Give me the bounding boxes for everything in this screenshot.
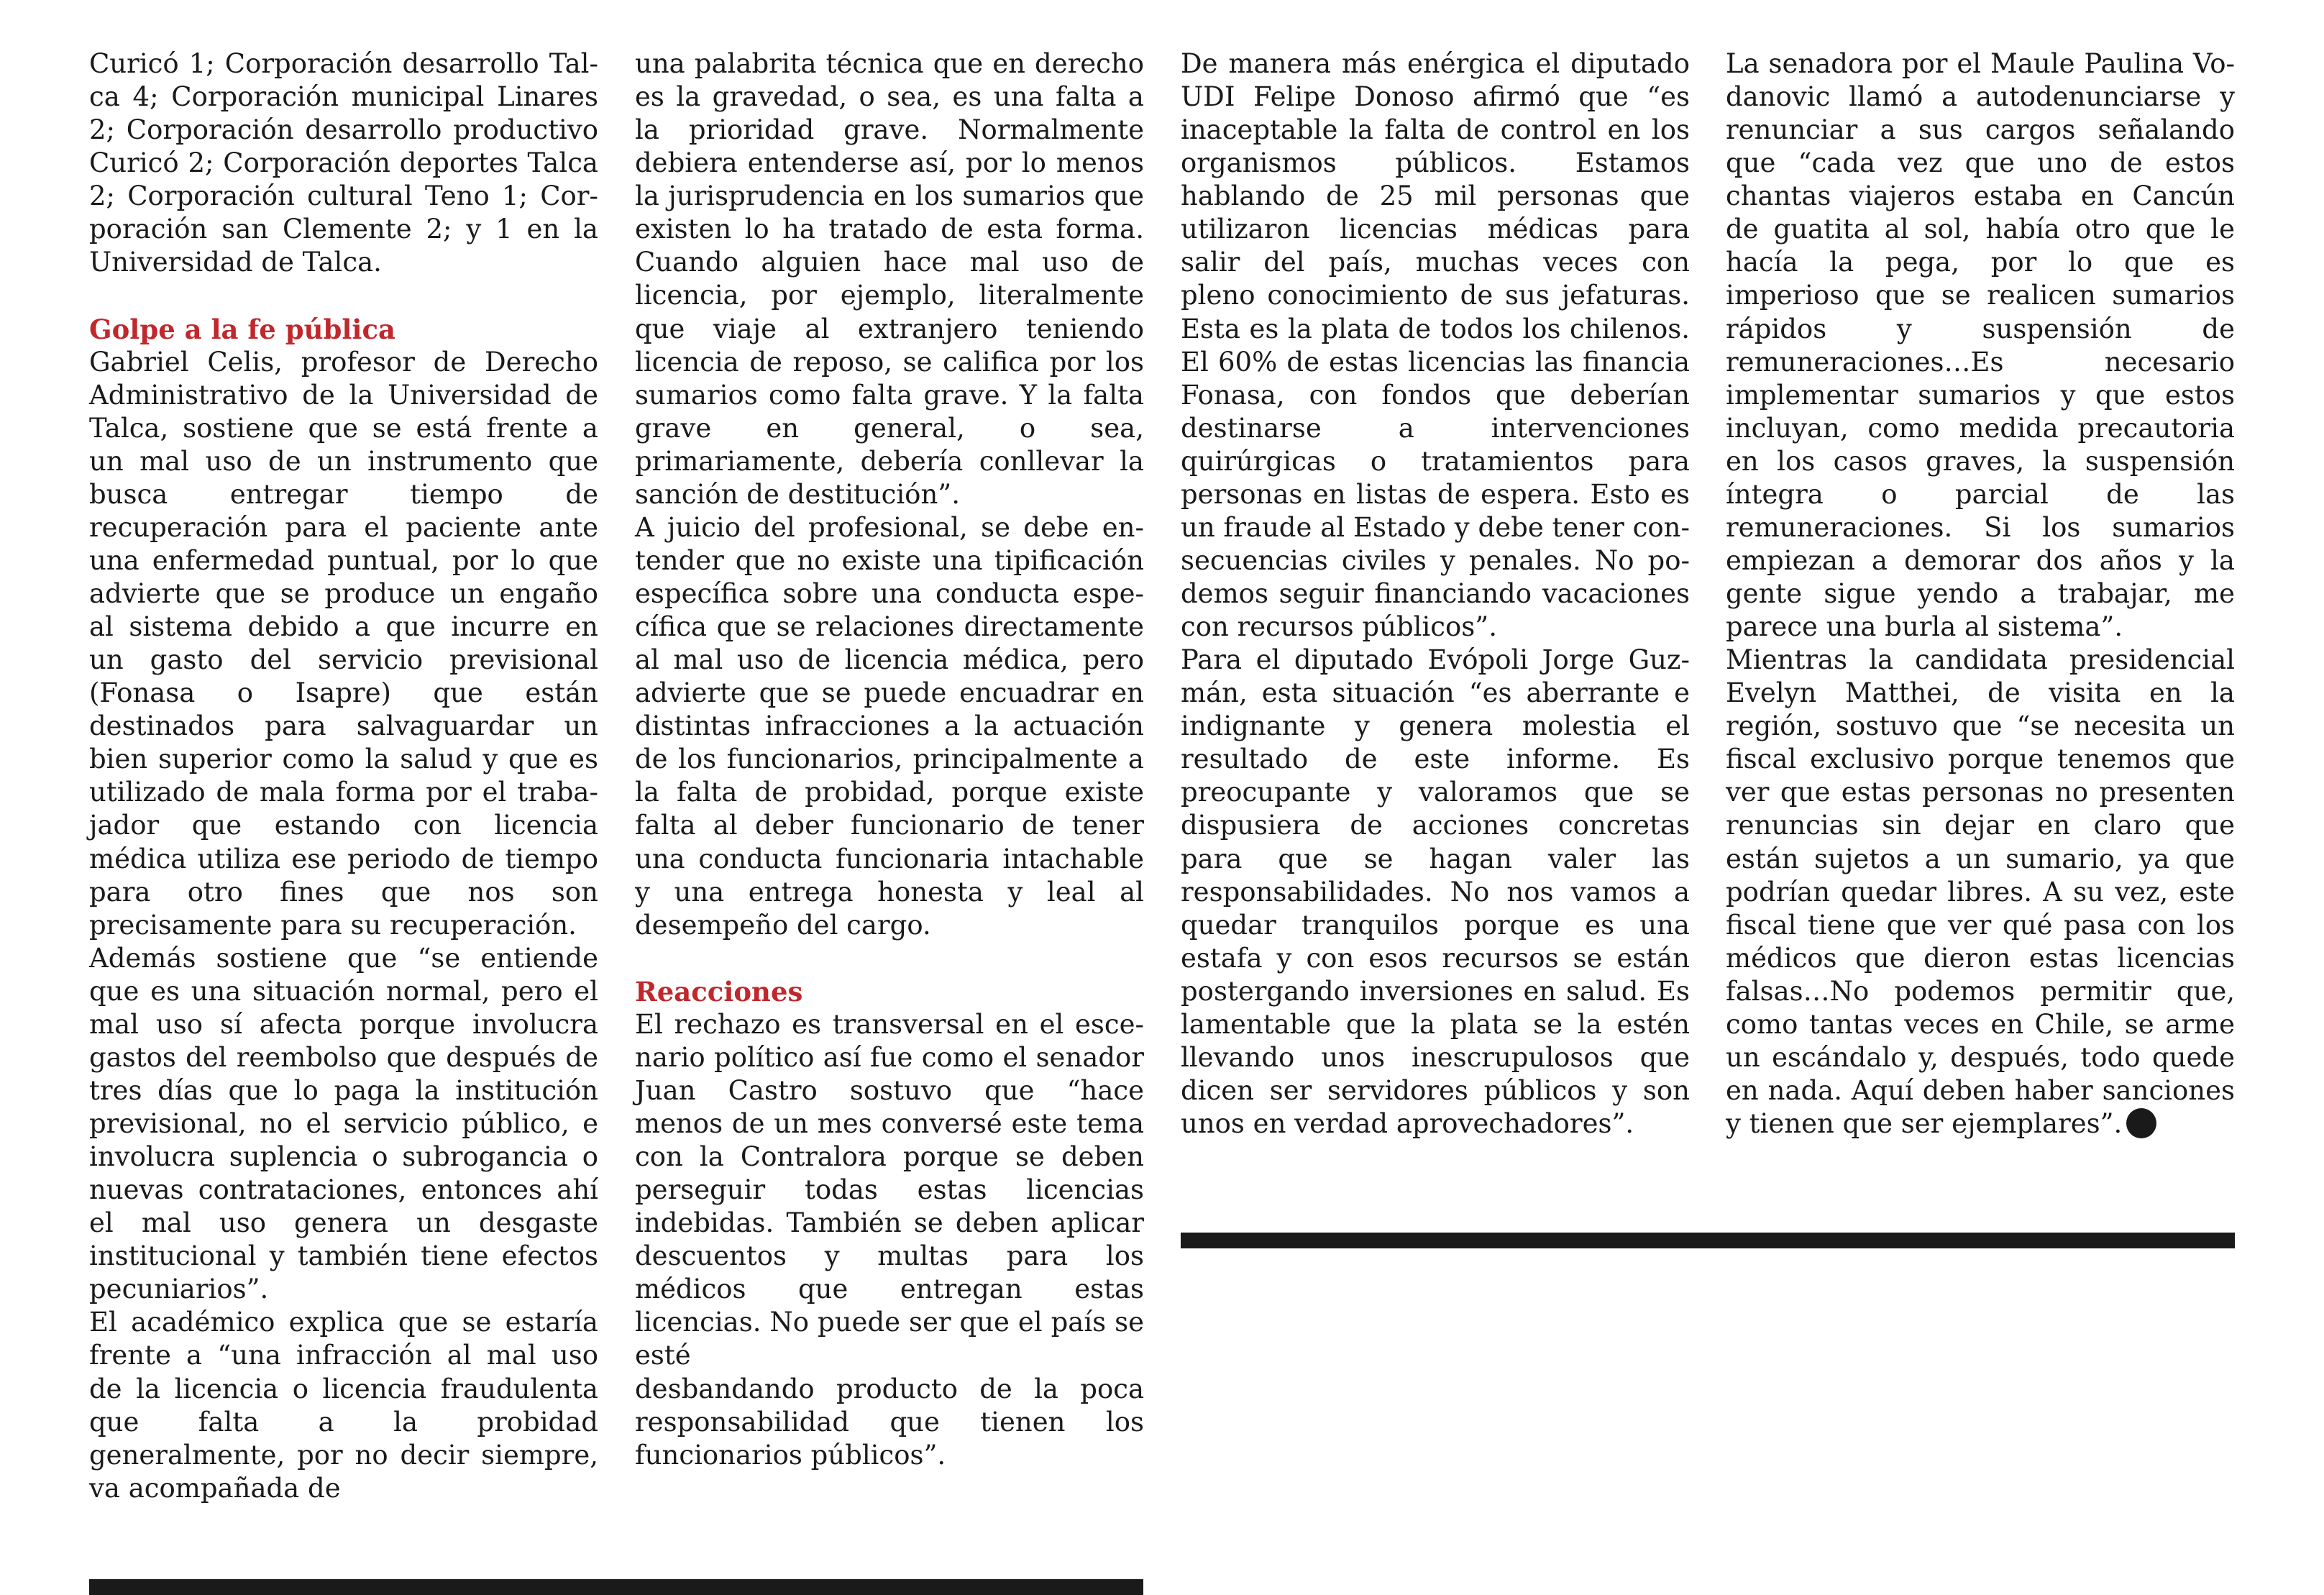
closing-paragraph-text: Mientras la candidata presidencial Evelyn Matthei, de visita en la región, sostuvo que “se necesita un fiscal exclusivo porque tenemos que ver que estas personas no presenten renuncias sin dejar en claro que están sujetos a un sumario, ya que podrían quedar libres. A su vez, este fiscal tiene que ver qué pasa con los médicos que dieron estas licencias falsas…No podemos permitir que, como tantas veces en Chile, se arme un escándalo y, después, todo quede en nada. Aquí deben haber sanciones y tienen que ser ejemplares”. <box>1726 644 2235 1139</box>
end-of-article-dot-icon <box>2126 1108 2156 1138</box>
section-heading-golpe: Golpe a la fe pública <box>89 313 395 345</box>
spacer <box>89 279 598 312</box>
paragraph: El rechazo es transversal en el escenario político así fue como el senador Juan Castro sostuvo que “hace menos de un mes conversé este tema con la Contralora porque se deben perseguir todas estas licencias indebidas. También se deben aplicar descuentos y multas para los médicos que entregan estas licencias. No puede ser que el país se esté <box>635 1008 1144 1371</box>
paragraph: Curicó 1; Corporación desarrollo Talca 4; Corporación municipal Linares 2; Corporación desarrollo productivo Curicó 2; Corporación deportes Talca 2; Corporación cultural Teno 1; Corporación san Clemente 2; y 1 en la Universidad de Talca. <box>89 48 598 278</box>
article-column-2 <box>635 47 1144 1472</box>
paragraph: El académico explica que se estaría frente a “una infracción al mal uso de la licencia o licencia fraudulenta que falta a la probidad generalmente, por no decir siempre, va acompañada de <box>89 1307 598 1504</box>
paragraph: Para el diputado Evópoli Jorge Guzmán, esta situación “es aberrante e indignante y genera molestia el resultado de este informe. Es preocupante y valoramos que se dispusiera de acciones concretas para que se hagan valer las responsabilidades. No nos vamos a quedar tranquilos porque es una estafa y con esos recursos se están postergando inversiones en salud. Es lamentable que la plata se la estén llevando unos inescrupulosos que dicen ser servidores públicos y son unos en verdad aprovechadores”. <box>1181 644 1690 1139</box>
section-divider-rule <box>89 1579 1143 1595</box>
paragraph: Además sostiene que “se entiende que es una situación normal, pero el mal uso sí afecta porque involucra gastos del reembolso que después de tres días que lo paga la institución previsional, no el servicio público, e involucra suplencia o subrogancia o nuevas contrataciones, entonces ahí el mal uso genera un desgaste institucional y también tiene efectos pecuniarios”. <box>89 942 598 1305</box>
paragraph: desbandando producto de la poca responsabilidad que tienen los funcionarios públicos”. <box>635 1373 1144 1471</box>
spacer <box>635 942 1144 975</box>
article-column-1 <box>89 47 598 1505</box>
paragraph: De manera más enérgica el diputado UDI Felipe Donoso afirmó que “es inaceptable la falta de control en los organismos públicos. Estamos hablando de 25 mil personas que utilizaron licencias médicas para salir del país, muchas veces con pleno conocimiento de sus jefaturas. Esta es la plata de todos los chilenos. El 60% de estas licencias las financia Fonasa, con fondos que deberían destinarse a intervenciones quirúrgicas o tratamientos para personas en listas de espera. Esto es un fraude al Estado y debe tener consecuencias civiles y penales. No podemos seguir financiando vacaciones con recursos públicos”. <box>1181 48 1690 643</box>
paragraph <box>1726 644 2235 1141</box>
article-column-4 <box>1726 47 2235 1141</box>
paragraph: Gabriel Celis, profesor de Derecho Administrativo de la Universidad de Talca, sostiene que se está frente a un mal uso de un instrumento que busca entregar tiempo de recuperación para el paciente ante una enfermedad puntual, por lo que advierte que se produce un engaño al sistema debido a que incurre en un gasto del servicio previsional (Fonasa o Isapre) que están destinados para salvaguardar un bien superior como la salud y que es utilizado de mala forma por el trabajador que estando con licencia médica utiliza ese periodo de tiempo para otro fines que nos son precisamente para su recuperación. <box>89 346 598 941</box>
article-column-3 <box>1181 47 1690 1141</box>
section-divider-rule <box>1181 1233 2235 1248</box>
paragraph: A juicio del profesional, se debe entender que no existe una tipificación específica sobre una conducta específica que se relaciones directamente al mal uso de licencia médica, pero advierte que se puede encuadrar en distintas infracciones a la actuación de los funcionarios, principalmente a la falta de probidad, porque existe falta al deber funcionario de tener una conducta funcionaria intachable y una entrega honesta y leal al desempeño del cargo. <box>635 511 1144 941</box>
paragraph: La senadora por el Maule Paulina Vodanovic llamó a autodenunciarse y renunciar a sus cargos señalando que “cada vez que uno de estos chantas viajeros estaba en Cancún de guatita al sol, había otro que le hacía la pega, por lo que es imperioso que se realicen sumarios rápidos y suspensión de remuneraciones…Es necesario implementar sumarios y que estos incluyan, como medida precautoria en los casos graves, la suspensión íntegra o parcial de las remuneraciones. Si los sumarios empiezan a demorar dos años y la gente sigue yendo a trabajar, me parece una burla al sistema”. <box>1726 48 2235 643</box>
section-heading-reacciones: Reacciones <box>635 975 803 1007</box>
paragraph: una palabrita técnica que en derecho es la gravedad, o sea, es una falta a la prioridad grave. Normalmente debiera entenderse así, por lo menos la jurisprudencia en los sumarios que existen lo ha tratado de esta forma. Cuando alguien hace mal uso de licencia, por ejemplo, literalmente que viaje al extranjero teniendo licencia de reposo, se califica por los sumarios como falta grave. Y la falta grave en general, o sea, primariamente, debería conllevar la sanción de destitución”. <box>635 48 1144 510</box>
